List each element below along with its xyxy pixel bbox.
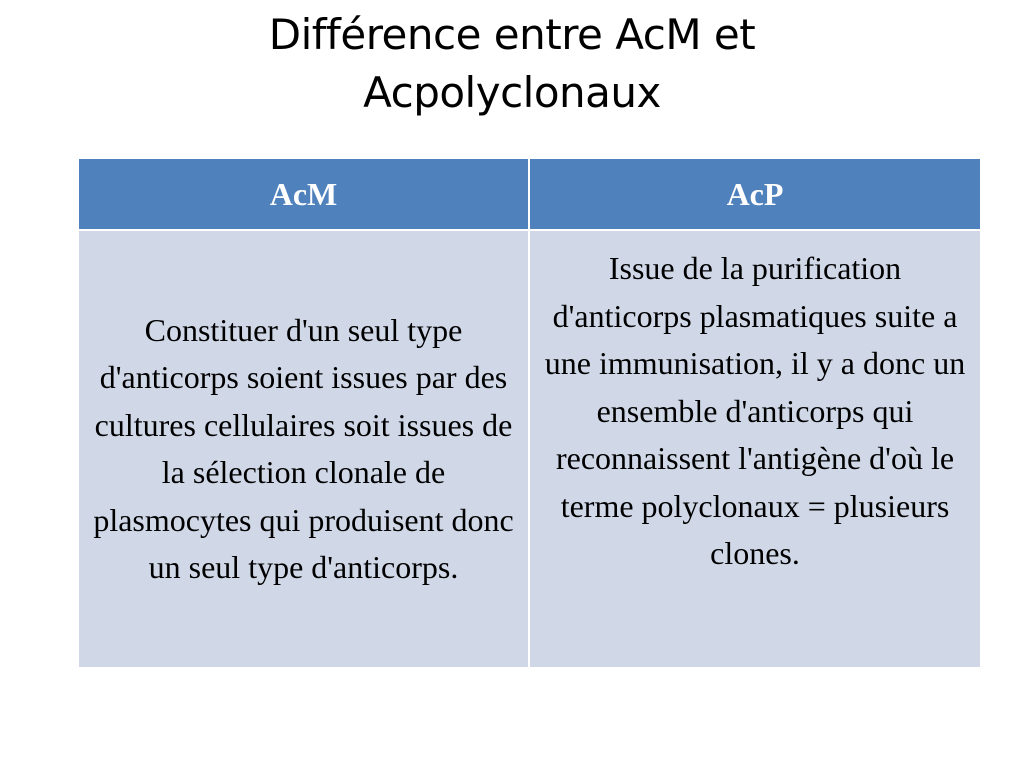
cell-acp-description: Issue de la purification d'anticorps plasmatiques suite a une immunisation, il y a donc un ensemble d'anticorps qui reconnaissent l'antigène d'où le terme polyclonaux = plusieurs clones.	[529, 230, 981, 668]
slide-title-line-2: Acpolyclonaux	[363, 68, 661, 117]
table-header-row	[78, 158, 981, 230]
header-acp: AcP	[529, 158, 981, 230]
comparison-table	[77, 157, 982, 669]
slide-title	[80, 6, 944, 122]
header-acm: AcM	[78, 158, 529, 230]
cell-acm-description: Constituer d'un seul type d'anticorps soient issues par des cultures cellulaires soit issues de la sélection clonale de plasmocytes qui produisent donc un seul type d'anticorps.	[78, 230, 529, 668]
slide-title-line-1: Différence entre AcM et	[268, 10, 756, 59]
table-row	[78, 230, 981, 668]
